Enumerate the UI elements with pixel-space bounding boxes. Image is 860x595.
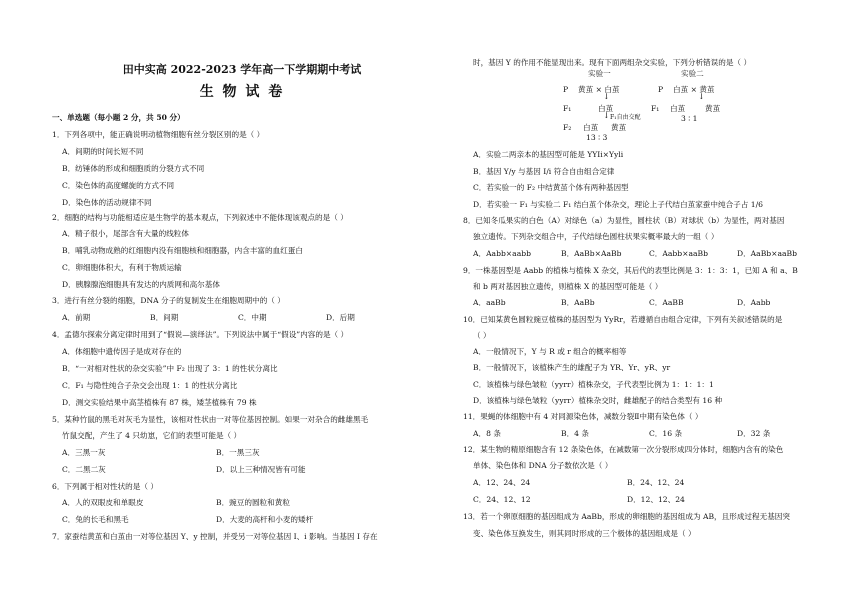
section-heading: 一、单选题（每小题 2 分，共 50 分） (52, 113, 185, 122)
q9-option-b: B．AaBb (561, 298, 595, 307)
q5-option-b: B．一黑三灰 (216, 448, 260, 457)
question-1: 1．下列各项中，能正确说明动植物细胞有丝分裂区别的是（ ） (52, 130, 265, 139)
q5-option-a: A．三黑一灰 (62, 448, 106, 457)
question-10-cont: （ ） (473, 331, 491, 340)
q9-option-d: D．Aabb (737, 298, 771, 307)
question-7-cont: 时，基因 Y 的作用不能显现出来。现有下面两组杂交实验，下列分析错误的是（ ） (473, 58, 752, 67)
q8-option-d: D．AaBb×aaBb (737, 249, 797, 258)
question-11: 11．果蝇的体细胞中有 4 对同源染色体，减数分裂Ⅱ中期有染色体（ ） (463, 412, 703, 421)
q10-option-d: D．该植株与绿色皱粒（yyrr）植株杂交时，雌雄配子的结合类型有 16 种 (473, 396, 723, 405)
question-9-cont: 和 b 两对基因独立遗传，则植株 X 的基因型可能是（ ） (473, 282, 663, 291)
q12-option-d: D．12、12、24 (627, 495, 685, 504)
down-arrow-icon: ↓ (698, 92, 705, 101)
question-10: 10．已知某黄色圆粒豌豆植株的基因型为 YyRr，若遵循自由组合定律，下列有关叙述错误的是 (463, 315, 783, 324)
exp2-ratio: 3 ∶ 1 (681, 114, 698, 123)
q10-option-c: C．该植株与绿色皱粒（yyrr）植株杂交，子代表型比例为 1：1：1：1 (473, 380, 714, 389)
q12-option-c: C．24、12、12 (473, 495, 531, 504)
q2-option-b: B．哺乳动物成熟的红细胞内没有细胞核和细胞器，内含丰富的血红蛋白 (62, 246, 303, 255)
question-13: 13．若一个卵原细胞的基因组成为 AaBb，形成的卵细胞的基因组成为 AB，且形成过程无基因突 (463, 512, 790, 521)
q7-option-c: C．若实验一的 F₂ 中结黄茧个体有两种基因型 (473, 183, 629, 192)
q7-option-a: A．实验二两亲本的基因型可能是 YYIi×Yyli (473, 150, 624, 159)
question-3: 3．进行有丝分裂的细胞，DNA 分子的复制发生在细胞周期中的（ ） (52, 296, 285, 305)
q1-option-b: B．纺锤体的形成和细胞质的分裂方式不同 (62, 164, 205, 173)
q7-option-d: D．若实验一 F₁ 与实验二 F₁ 结白茧个体杂交，理论上子代结白茧家蚕中纯合子占 1/6 (473, 200, 764, 209)
exp1-label: 实验一 (588, 69, 611, 78)
question-7: 7．家蚕结黄茧和白茧由一对等位基因 Y、y 控制，并受另一对等位基因 I、i 影响。当基因 I 存在 (52, 532, 378, 541)
q8-option-b: B．AaBb×AaBb (561, 249, 622, 258)
q6-option-a: A．人的双眼皮和单眼皮 (62, 498, 144, 507)
q12-option-a: A．12、24、24 (473, 478, 531, 487)
exp2-label: 实验二 (681, 69, 704, 78)
q2-option-d: D．胰腺腺泡细胞具有发达的内质网和高尔基体 (62, 280, 220, 289)
free-mating-label: F₁自由交配 (610, 114, 641, 121)
q10-option-a: A．一般情况下，Y 与 R 或 r 组合的概率相等 (473, 347, 627, 356)
f2-generation-label: F₂ (563, 123, 572, 132)
q5-option-d: D．以上三种情况皆有可能 (216, 465, 306, 474)
question-12-cont: 单体、染色体和 DNA 分子数依次是（ ） (473, 461, 613, 470)
q9-option-c: C．AaBB (649, 298, 684, 307)
question-13-cont: 变、染色体互换发生，则其同时形成的三个极体的基因组成是（ ） (473, 529, 696, 538)
q4-option-d: D．测交实验结果中高茎植株有 87 株，矮茎植株有 79 株 (62, 398, 257, 407)
exp2-f1-yellow: 黄茧 (705, 104, 721, 113)
q11-option-a: A．8 条 (473, 429, 501, 438)
question-8: 8．已知冬瓜果实的白色（A）对绿色（a）为显性，圆柱状（B）对球状（b）为显性，两对基因 (463, 216, 785, 225)
exam-title: 田中实高 2022-2023 学年高一下学期期中考试 (122, 63, 362, 76)
q8-option-a: A．Aabb×aabb (473, 249, 531, 258)
question-12: 12．某生物的精原细胞含有 12 条染色体，在减数第一次分裂形成四分体时，细胞内含有的染色 (463, 445, 784, 454)
down-arrow-icon: ↓ (603, 111, 610, 120)
q2-option-c: C．卵细胞体积大，有利于物质运输 (62, 263, 182, 272)
question-4: 4．孟德尔探索分离定律时用到了“假说—演绎法”。下列说法中属于“假设”内容的是（ ） (52, 330, 349, 339)
cross-experiment-diagram (563, 68, 803, 148)
exp2-parents: 白茧 × 黄茧 (673, 85, 715, 94)
q3-option-d: D．后期 (326, 313, 355, 322)
q3-option-c: C．中期 (238, 313, 267, 322)
q6-option-b: B．豌豆的圆粒和黄粒 (216, 498, 290, 507)
q9-option-a: A．aaBb (473, 298, 506, 307)
exam-subtitle: 生 物 试 卷 (199, 84, 285, 100)
q5-option-c: C．二黑二灰 (62, 465, 106, 474)
q4-option-b: B．“一对相对性状的杂交实验”中 F₂ 出现了 3：1 的性状分离比 (62, 364, 278, 373)
down-arrow-icon: ↓ (603, 92, 610, 101)
q1-option-a: A．间期的时间长短不同 (62, 147, 144, 156)
question-5: 5．某种竹鼠的黑毛对灰毛为显性，该相对性状由一对等位基因控制。如果一对杂合的雌雄黑毛 (52, 415, 369, 424)
q12-option-b: B．24、12、24 (627, 478, 685, 487)
q8-option-c: C．Aabb×aaBb (649, 249, 708, 258)
question-6: 6．下列属于相对性状的是（ ） (52, 482, 158, 491)
question-2: 2．细胞的结构与功能相适应是生物学的基本观点，下列叙述中不能体现该观点的是（ ） (52, 213, 348, 222)
exp1-f2-yellow: 黄茧 (611, 123, 627, 132)
question-9: 9．一株基因型是 Aabb 的植株与植株 X 杂交，其后代的表型比例是 3：1：3：1，已知 A 和 a、B (463, 266, 798, 275)
question-5-cont: 竹鼠交配，产生了 4 只幼崽，它们的表型可能是（ ） (62, 431, 242, 440)
q4-option-a: A．体细胞中遗传因子是成对存在的 (62, 347, 182, 356)
q3-option-a: A．前期 (62, 313, 91, 322)
q7-option-b: B．基因 Y/y 与基因 I/i 符合自由组合定律 (473, 167, 615, 176)
q10-option-b: B．一般情况下，该植株产生的雄配子为 YR、Yr、yR、yr (473, 363, 671, 372)
q3-option-b: B．间期 (150, 313, 179, 322)
p-generation-label: P (563, 85, 569, 94)
exp1-ratio: 13 ∶ 3 (586, 133, 608, 142)
q11-option-b: B．4 条 (561, 429, 590, 438)
q1-option-c: C．染色体的高度螺旋的方式不同 (62, 181, 175, 190)
exp2-f1-white: 白茧 (670, 104, 686, 113)
exp2-f1-label: F₁ (651, 104, 660, 113)
q2-option-a: A．精子很小，尾部含有大量的线粒体 (62, 229, 189, 238)
q11-option-d: D．32 条 (737, 429, 771, 438)
question-8-cont: 独立遗传。下列杂交组合中，子代结绿色圆柱状果实概率最大的一组（ ） (473, 232, 719, 241)
exp2-p-label: P (658, 85, 664, 94)
exp1-f1: 白茧 (598, 104, 614, 113)
q11-option-c: C．16 条 (649, 429, 683, 438)
q1-option-d: D．染色体的活动规律不同 (62, 198, 152, 207)
exp1-f2-white: 白茧 (583, 123, 599, 132)
exp1-parents: 黄茧 × 白茧 (578, 85, 620, 94)
q6-option-c: C．兔的长毛和黑毛 (62, 515, 129, 524)
f1-generation-label: F₁ (563, 104, 572, 113)
q4-option-c: C．F₁ 与隐性纯合子杂交会出现 1：1 的性状分离比 (62, 381, 238, 390)
q6-option-d: D．大麦的高杆和小麦的矮杆 (216, 515, 314, 524)
